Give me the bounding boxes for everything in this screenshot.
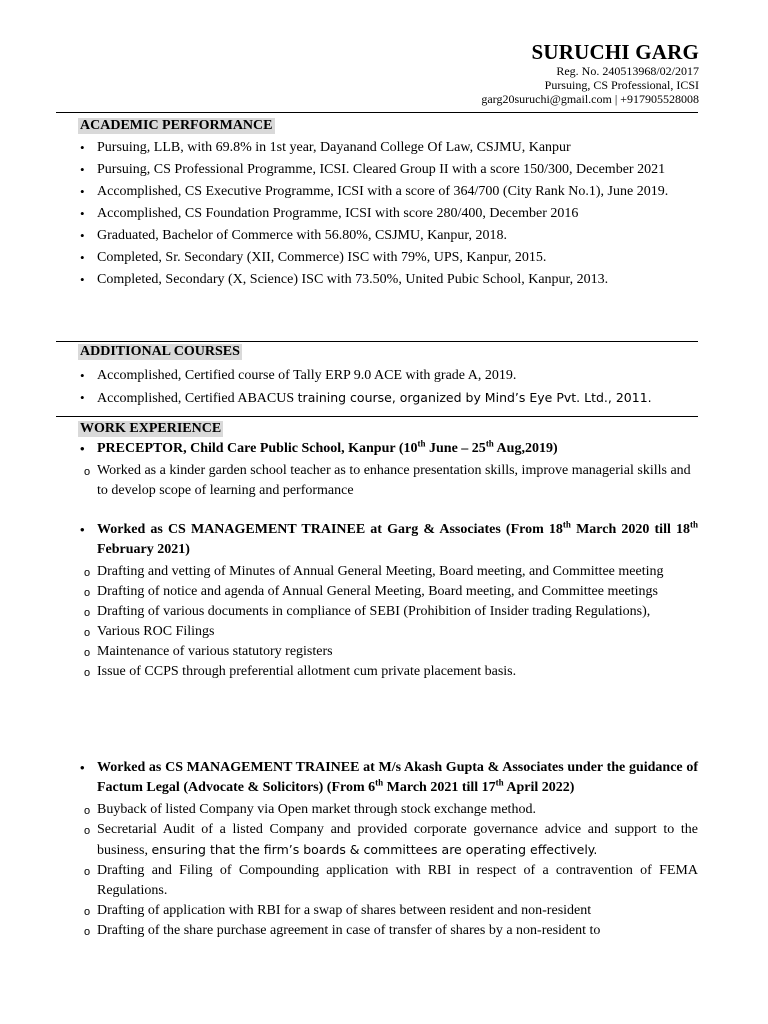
pursuing-line: Pursuing, CS Professional, ICSI [544, 78, 699, 92]
course-text: Accomplished, Certified ABACUS [97, 391, 298, 406]
contact-line: garg20suruchi@gmail.com | +917905528008 [481, 92, 699, 106]
academic-list [78, 138, 698, 292]
job-heading [78, 439, 698, 459]
job-heading-text: PRECEPTOR, Child Care Public School, Kanpur (10 [97, 441, 418, 456]
list-item [78, 820, 698, 861]
resume-header [481, 40, 699, 106]
job-heading-text: March 2020 till 18 [570, 522, 690, 537]
list-item [78, 388, 698, 409]
job3-list [78, 758, 698, 941]
list-item: o Drafting of the share purchase agreement in case of transfer of shares by a non-resident to [78, 921, 698, 941]
ordinal-suffix: th [417, 438, 426, 449]
list-item: o Drafting of various documents in compliance of SEBI (Prohibition of Insider trading Regulations), [78, 602, 698, 622]
course-text-cont: training course, organized by Mind’s Eye Pvt. Ltd., 2011. [297, 390, 652, 405]
divider [56, 341, 698, 342]
job-heading-text: Aug,2019) [493, 441, 558, 456]
list-item: • Accomplished, Certified course of Tally ERP 9.0 ACE with grade A, 2019. [78, 366, 698, 386]
ordinal-suffix: th [495, 777, 504, 788]
list-item-text-cont: ensuring that the firm’s boards & committees are operating effectively. [151, 842, 598, 857]
list-item: o Drafting of notice and agenda of Annual General Meeting, Board meeting, and Committee meetings [78, 582, 698, 602]
list-item: • Accomplished, CS Foundation Programme, ICSI with score 280/400, December 2016 [78, 204, 698, 224]
list-item: o Worked as a kinder garden school teacher as to enhance presentation skills, improve managerial skills and to develop scope of learning and performance [78, 461, 698, 501]
list-item: o Various ROC Filings [78, 622, 698, 642]
courses-list [78, 366, 698, 411]
list-item: o Drafting and Filing of Compounding application with RBI in respect of a contravention of FEMA Regulations. [78, 861, 698, 901]
list-item-text: Secretarial Audit of a listed Company and provided corporate governance advice and support to the business, [97, 822, 698, 858]
list-item: o Issue of CCPS through preferential allotment cum private placement basis. [78, 662, 698, 682]
ordinal-suffix: th [375, 777, 384, 788]
list-item: • Completed, Secondary (X, Science) ISC with 73.50%, United Pubic School, Kanpur, 2013. [78, 270, 698, 290]
ordinal-suffix: th [689, 519, 698, 530]
list-item: • Accomplished, CS Executive Programme, ICSI with a score of 364/700 (City Rank No.1), June 2019. [78, 182, 698, 202]
list-item: • Graduated, Bachelor of Commerce with 56.80%, CSJMU, Kanpur, 2018. [78, 226, 698, 246]
section-title-work: WORK EXPERIENCE [80, 421, 222, 436]
job-heading-text: June – 25 [425, 441, 486, 456]
list-item: o Drafting and vetting of Minutes of Annual General Meeting, Board meeting, and Committee meeting [78, 562, 698, 582]
list-item: • Pursuing, LLB, with 69.8% in 1st year, Dayanand College Of Law, CSJMU, Kanpur [78, 138, 698, 158]
ordinal-suffix: th [562, 519, 571, 530]
registration-number: Reg. No. 240513968/02/2017 [556, 64, 699, 78]
job-heading-text: April 2022) [503, 780, 575, 795]
section-title-academic: ACADEMIC PERFORMANCE [80, 118, 273, 133]
job-heading-text: Worked as CS MANAGEMENT TRAINEE at M/s Akash Gupta & Associates under the guidance of Factum Legal (Advocate & Solicitors) (From 6 [97, 760, 698, 795]
job2-list [78, 520, 698, 682]
candidate-name: SURUCHI GARG [531, 40, 699, 64]
job-heading [78, 758, 698, 798]
list-item: • Pursuing, CS Professional Programme, ICSI. Cleared Group II with a score 150/300, December 2021 [78, 160, 698, 180]
divider [56, 112, 698, 113]
list-item: o Maintenance of various statutory registers [78, 642, 698, 662]
job1-list [78, 439, 698, 503]
job-heading-text: March 2021 till 17 [383, 780, 496, 795]
list-item: • Completed, Sr. Secondary (XII, Commerce) ISC with 79%, UPS, Kanpur, 2015. [78, 248, 698, 268]
list-item: o Drafting of application with RBI for a swap of shares between resident and non-resident [78, 901, 698, 921]
section-title-courses: ADDITIONAL COURSES [80, 344, 240, 359]
job-heading-text: February 2021) [97, 542, 190, 557]
divider [56, 416, 698, 417]
job-heading [78, 520, 698, 560]
ordinal-suffix: th [485, 438, 494, 449]
list-item: o Buyback of listed Company via Open market through stock exchange method. [78, 800, 698, 820]
job-heading-text: Worked as CS MANAGEMENT TRAINEE at Garg & Associates (From 18 [97, 522, 563, 537]
